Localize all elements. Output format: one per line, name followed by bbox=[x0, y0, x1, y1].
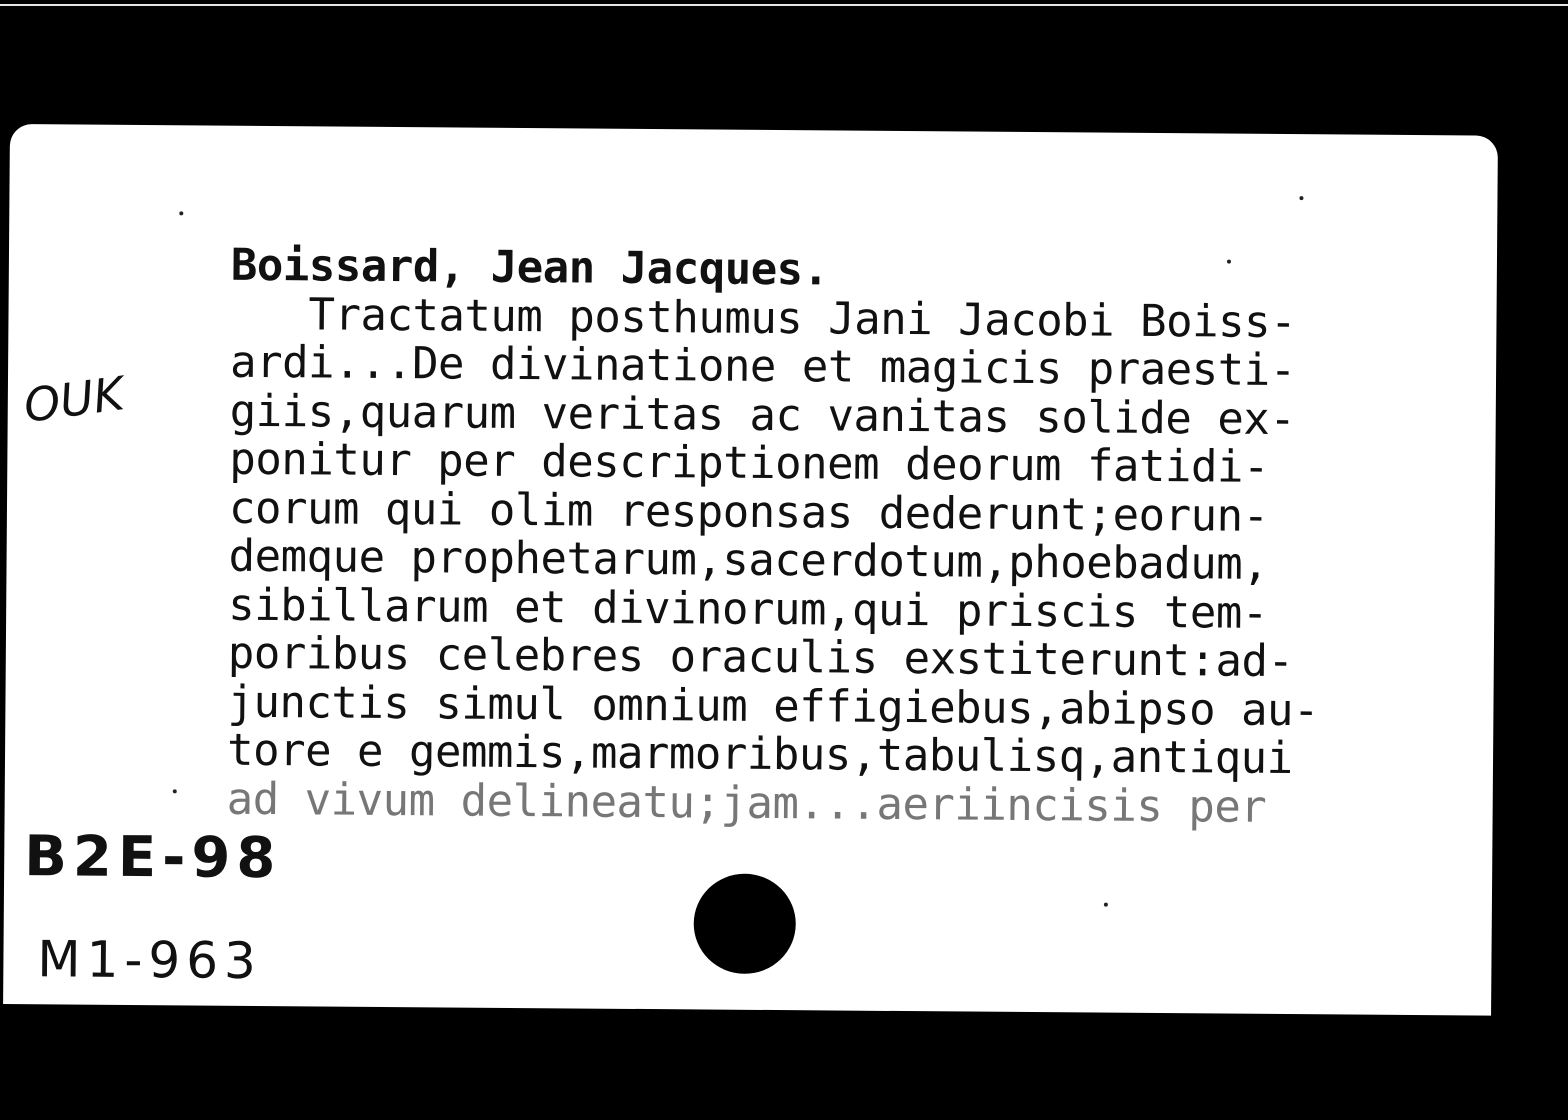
title-line-7: sibillarum et divinorum,qui priscis tem- bbox=[228, 579, 1269, 639]
dust-speck bbox=[1227, 260, 1231, 264]
title-line-6: demque prophetarum,sacerdotum,phoebadum, bbox=[228, 530, 1269, 590]
title-line-5: corum qui olim responsas dederunt;eorun- bbox=[228, 482, 1269, 542]
title-line-3: giis,quarum veritas ac vanitas solide ex- bbox=[229, 385, 1296, 445]
title-line-4: ponitur per descriptionem deorum fatidi- bbox=[229, 433, 1270, 493]
title-line-9: junctis simul omnium effigiebus,abipso au- bbox=[227, 676, 1320, 736]
title-line-2: ardi...De divinatione et magicis praesti- bbox=[229, 336, 1296, 397]
dust-speck bbox=[179, 211, 183, 215]
catalog-card bbox=[3, 124, 1498, 1016]
handwritten-call-number: B2E-98 bbox=[23, 824, 282, 892]
dust-speck bbox=[173, 789, 177, 793]
title-line-1: Tractatum posthumus Jani Jacobi Boiss- bbox=[230, 288, 1297, 348]
title-line-11: ad vivum delineatu;jam...aeriincisis per bbox=[226, 773, 1267, 833]
dust-speck bbox=[1104, 903, 1108, 907]
author-heading: Boissard, Jean Jacques. bbox=[230, 239, 829, 296]
title-line-8: poribus celebres oraculis exstiterunt:ad- bbox=[227, 627, 1294, 688]
handwritten-ouk: OUK bbox=[20, 366, 127, 433]
dust-speck bbox=[1299, 196, 1303, 200]
punch-hole bbox=[693, 873, 796, 974]
top-rule bbox=[0, 4, 1568, 6]
card-text bbox=[226, 239, 1482, 834]
handwritten-film-number: M1-963 bbox=[37, 930, 263, 991]
title-line-10: tore e gemmis,marmoribus,tabulisq,antiqui bbox=[226, 724, 1293, 785]
